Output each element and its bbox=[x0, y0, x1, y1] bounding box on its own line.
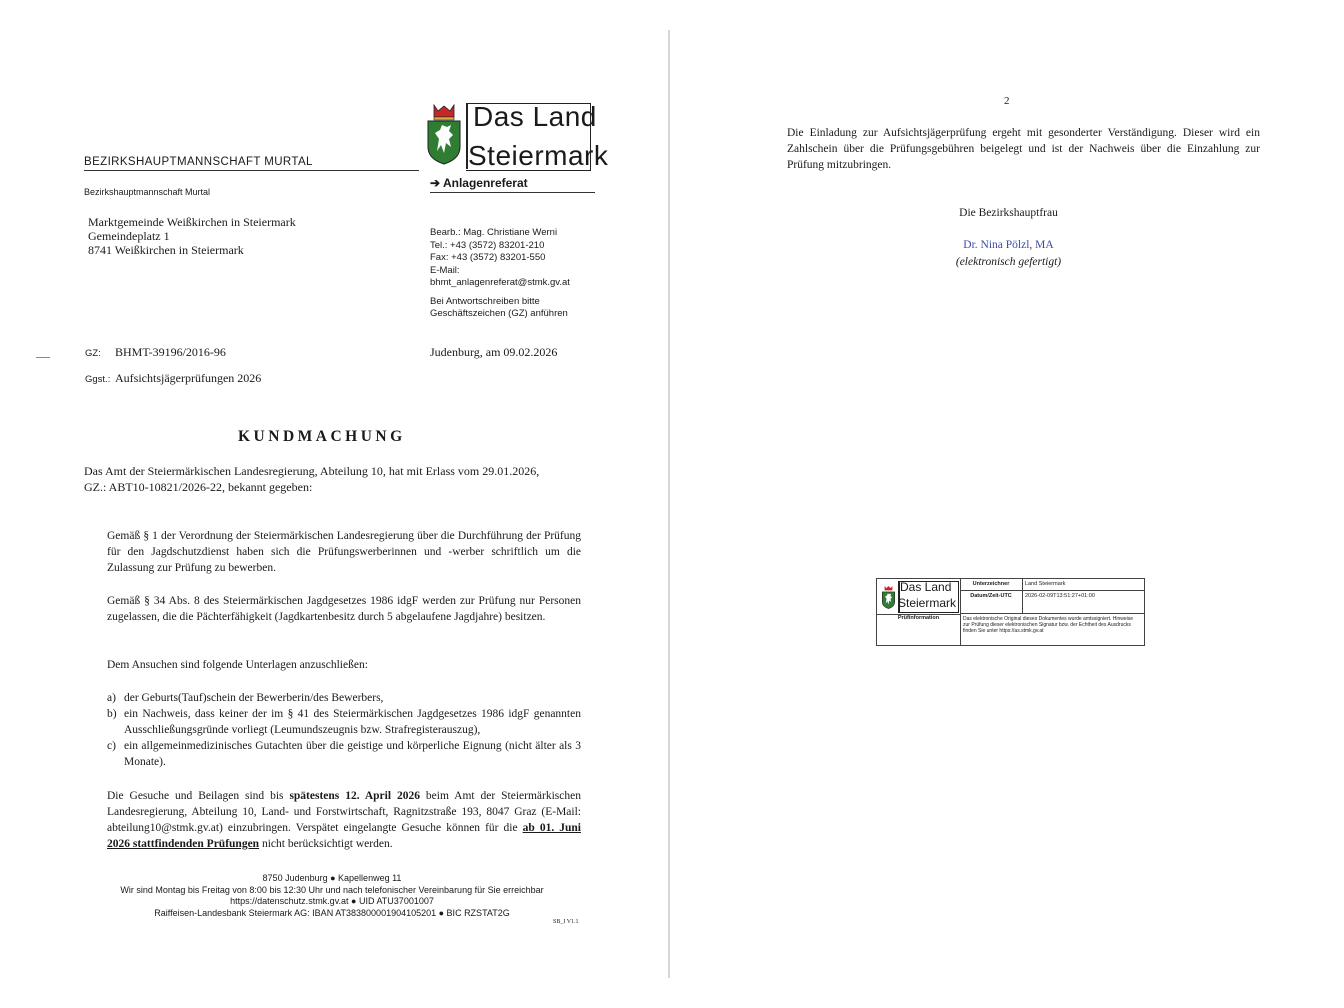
attachments-list bbox=[107, 690, 581, 770]
recipient-line3: 8741 Weißkirchen in Steiermark bbox=[88, 243, 244, 257]
paragraph-attachments-intro: Dem Ansuchen sind folgende Unterlagen anzuschließen: bbox=[107, 659, 368, 671]
logo-text-line1: Das Land bbox=[473, 101, 597, 132]
date-label: Datum/Zeit-UTC bbox=[960, 591, 1023, 613]
page-number: 2 bbox=[1004, 95, 1010, 107]
page-divider bbox=[668, 30, 670, 978]
list-marker: b) bbox=[107, 708, 117, 720]
authority-name: BEZIRKSHAUPTMANNSCHAFT MURTAL bbox=[84, 156, 313, 168]
paragraph-eligibility: Gemäß § 34 Abs. 8 des Steiermärkischen Jagdgesetzes 1986 idgF werden zur Prüfung nur Personen zugelassen, die die Pächterfähigkeit (Jagdkartenbesitz durch 5 abgelaufene Jagdjahre) besitzen. bbox=[107, 595, 581, 623]
list-marker: a) bbox=[107, 692, 116, 704]
signer-row bbox=[960, 579, 1144, 591]
contact-note-line1: Bei Antwortschreiben bitte bbox=[430, 295, 540, 307]
paragraph-invitation: Die Einladung zur Aufsichtsjägerprüfung ergeht mit gesonderter Verständigung. Dieser wird ein Zahlschein über die Prüfungsgebühren beigelegt und ist der Nachweis über die Einzahlung zur Prüfung mitzubringen. bbox=[787, 127, 1260, 171]
info-label: Prüfinformation bbox=[897, 615, 940, 621]
department-name: ➔ Anlagenreferat bbox=[430, 176, 528, 190]
paragraph-registration: Gemäß § 1 der Verordnung der Steiermärkischen Landesregierung über die Durchführung der Prüfung für den Jagdschutzdienst haben sich die Prüfungswerberinnen und -werber schriftlich um die Zulassung zur Prüfung zu bewerben. bbox=[107, 530, 581, 574]
contact-phone: Tel.: +43 (3572) 83201-210 bbox=[430, 239, 545, 251]
intro-line2: GZ.: ABT10-10821/2026-22, bekannt gegeben: bbox=[84, 480, 313, 494]
gz-label: GZ: bbox=[85, 348, 101, 359]
coat-of-arms-icon bbox=[881, 585, 896, 609]
signature-logo-line2: Steiermark bbox=[898, 596, 957, 610]
deadline-text-1: Die Gesuche und Beilagen sind bis bbox=[107, 790, 290, 802]
footer-privacy[interactable]: https://datenschutz.stmk.gv.at ● UID ATU37001007 bbox=[230, 896, 434, 906]
letter-date: Judenburg, am 09.02.2026 bbox=[430, 345, 558, 359]
logo-text-line2: Steiermark bbox=[468, 140, 609, 171]
fold-mark bbox=[36, 357, 50, 358]
list-item-text: ein allgemeinmedizinisches Gutachten über die geistige und körperliche Eignung (nicht älter als 3 Monate). bbox=[124, 740, 581, 768]
deadline-date: spätestens 12. April 2026 bbox=[289, 790, 420, 802]
signer-label: Unterzeichner bbox=[960, 579, 1023, 590]
signature-title: Die Bezirkshauptfrau bbox=[959, 207, 1058, 219]
footer-bank: Raiffeisen-Landesbank Steiermark AG: IBAN AT383800001904105201 ● BIC RZSTAT2G bbox=[154, 907, 510, 918]
sender-line: Bezirkshauptmannschaft Murtal bbox=[84, 187, 211, 197]
signer-value: Land Steiermark bbox=[1025, 581, 1066, 587]
exam-start-date: ab 01. Juni 2026 stattfindenden Prüfungen bbox=[107, 822, 581, 850]
contact-email-label: E-Mail: bbox=[430, 264, 460, 276]
intro-text bbox=[84, 463, 564, 495]
list-item bbox=[107, 738, 581, 770]
authority-underline bbox=[84, 170, 419, 171]
document-title: KUNDMACHUNG bbox=[238, 428, 406, 445]
signature-note: (elektronisch gefertigt) bbox=[955, 256, 1062, 268]
date-row bbox=[960, 591, 1144, 614]
list-item-text: der Geburts(Tauf)schein der Bewerberin/des Bewerbers, bbox=[124, 692, 384, 704]
coat-of-arms-icon bbox=[425, 103, 463, 165]
recipient-address bbox=[88, 215, 296, 257]
footer-address: 8750 Judenburg ● Kapellenweg 11 bbox=[262, 873, 402, 883]
contact-block bbox=[430, 227, 570, 321]
footer-hours: Wir sind Montag bis Freitag von 8:00 bis 12:30 Uhr und nach telefonischer Vereinbarung für Sie erreichbar bbox=[120, 884, 544, 895]
contact-clerk: Bearb.: Mag. Christiane Werni bbox=[430, 227, 558, 238]
contact-fax: Fax: +43 (3572) 83201-550 bbox=[430, 252, 546, 263]
list-item-text: ein Nachweis, dass keiner der im § 41 des Steiermärkischen Jagdgesetzes 1986 idgF genannten Ausschließungsgründe vorliegt (Leumundszeugnis bzw. Strafregisterauszug), bbox=[124, 708, 581, 736]
gz-value: BHMT-39196/2016-96 bbox=[115, 345, 226, 359]
subject-value: Aufsichtsjägerprüfungen 2026 bbox=[115, 371, 262, 385]
list-marker: c) bbox=[107, 740, 116, 752]
list-item bbox=[107, 706, 581, 738]
electronic-signature-box bbox=[876, 578, 1145, 646]
recipient-line1: Marktgemeinde Weißkirchen in Steiermark bbox=[88, 215, 296, 229]
letter-footer bbox=[84, 873, 580, 919]
deadline-text-3: nicht berücksichtigt werden. bbox=[259, 838, 393, 850]
department-underline bbox=[430, 192, 595, 193]
intro-line1: Das Amt der Steiermärkischen Landesregierung, Abteilung 10, hat mit Erlass vom 29.01.2026, bbox=[84, 464, 540, 478]
list-item bbox=[107, 690, 581, 706]
paragraph-deadline bbox=[107, 788, 581, 852]
contact-email[interactable]: bhmt_anlagenreferat@stmk.gv.at bbox=[430, 277, 570, 288]
date-value: 2026-02-09T13:51:27+01:00 bbox=[1025, 593, 1095, 599]
subject-label: Ggst.: bbox=[85, 374, 111, 385]
signature-name: Dr. Nina Pölzl, MA bbox=[963, 239, 1054, 251]
info-divider bbox=[960, 614, 961, 645]
info-value: Das elektronische Original dieses Dokumentes wurde amtssigniert. Hinweise zur Prüfung dieser elektronischen Signatur bzw. der Echtheit des Ausdrucks finden Sie unter https://as.stmk.gv.at bbox=[963, 616, 1134, 634]
form-code: SB_I V1.1 bbox=[553, 919, 579, 925]
contact-note-line2: Geschäftszeichen (GZ) anführen bbox=[430, 308, 568, 319]
signature-logo-cell bbox=[877, 579, 961, 615]
deadline-text-2: beim Amt der Steiermärkischen Landesregierung, Abteilung 10, Land- und Forstwirtschaft, Ragnitzstraße 193, 8047 Graz (E-Mail: abteilung10@stmk.gv.at) einzubringen. Verspätet eingelangte Gesuche können für die bbox=[107, 790, 581, 834]
recipient-line2: Gemeindeplatz 1 bbox=[88, 229, 170, 243]
signature-logo-line1: Das Land bbox=[900, 580, 952, 594]
